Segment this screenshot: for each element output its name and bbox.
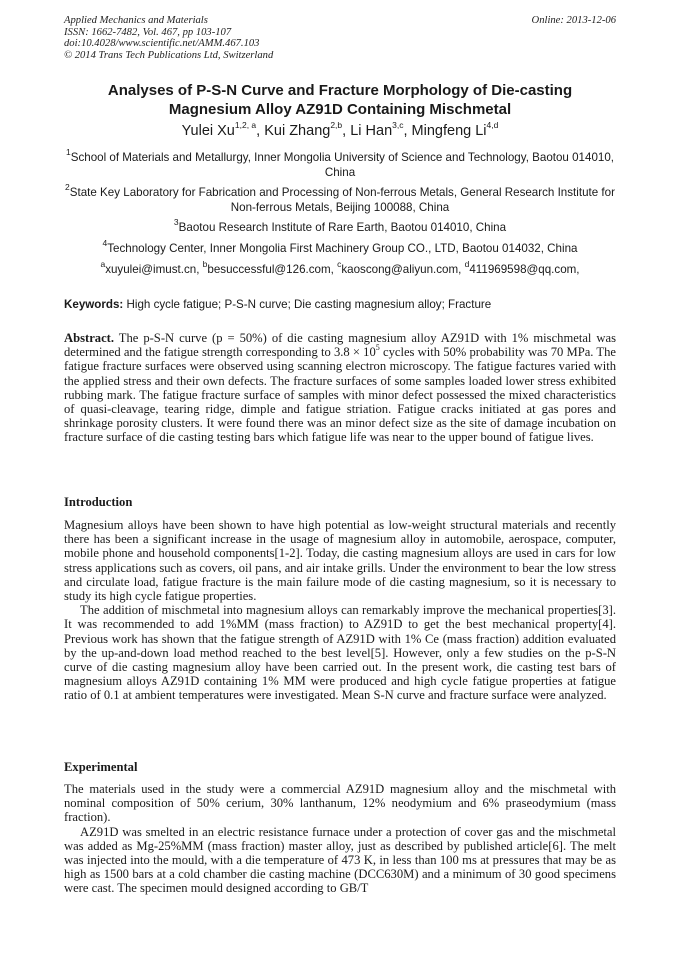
email-address: 411969598@qq.com,	[469, 263, 580, 276]
author	[181, 120, 265, 139]
title-line-2: Magnesium Alloy AZ91D Containing Mischmetal	[168, 100, 512, 118]
introduction-body	[64, 518, 616, 703]
email-mark: b	[202, 259, 208, 270]
author-separator: ,	[256, 123, 265, 139]
author	[350, 120, 412, 139]
affiliation-3	[64, 217, 616, 235]
author	[411, 120, 499, 139]
author-list	[64, 122, 616, 140]
email-list	[64, 259, 616, 277]
abstract-label: Abstract.	[64, 331, 115, 345]
email-mark: a	[100, 259, 106, 270]
author-affiliation-mark: 2,b	[330, 120, 343, 131]
author-affiliation-mark: 1,2, a	[234, 120, 257, 131]
author-separator: ,	[342, 123, 351, 139]
affiliation-text: Technology Center, Inner Mongolia First Machinery Group CO., LTD, Baotou 014032, China	[107, 242, 578, 255]
title-line-1: Analyses of P-S-N Curve and Fracture Morphology of Die-casting	[107, 82, 573, 99]
affiliation-text: Baotou Research Institute of Rare Earth, Baotou 014010, China	[178, 221, 507, 234]
introduction-paragraph: The addition of mischmetal into magnesium alloys can remarkably improve the mechanical properties[3]. It was recommended to add 1%MM (mass fraction) to AZ91D to get the best mechanical property[4]. Previous work has shown that the fatigue strength of AZ91D with 1% Ce (mass fraction) addition evaluated by the up-and-down load method reached to the best level[5]. However, only a few studies on the p-S-N curve of die casting magnesium alloy have been carried out. In the present work, die casting test bars of magnesium alloys AZ91D containing 1% MM were produced and high cycle fatigue properties at fatigue ratio of 0.1 at ambient temperatures were investigated. Mean S-N curve and fracture surface were analyzed.	[64, 603, 616, 703]
author-separator: ,	[403, 123, 412, 139]
journal-header	[64, 15, 616, 61]
introduction-paragraph: Magnesium alloys have been shown to have high potential as low-weight structural materials and recently there has been a significant increase in the usage of magnesium alloy in automobile, aerospace, computer, mobile phone and household components[1-2]. Today, die casting magnesium alloys are used in cars for low stress applications such as covers, oil pans, and air intake grills. Under the environment to bear the low stress and circulate load, fatigue fracture is the main failure mode of die casting magnesium, so it is necessary to study its high cycle fatigue properties.	[64, 518, 616, 604]
affiliation-text: State Key Laboratory for Fabrication and Processing of Non-ferrous Metals, General Research Institute for Non-ferrous Metals, Beijing 100088, China	[69, 186, 615, 215]
abstract-text-start: The p-S-N curve (p = 50%) of die casting magnesium alloy AZ91D with 1% mischmetal was determined and the fatigue strength corresponding to 3.8 × 10	[64, 331, 616, 360]
email-address: xuyulei@imust.cn,	[105, 263, 203, 276]
email-address: kaoscong@aliyun.com,	[341, 263, 465, 276]
author-name: Yulei Xu	[181, 123, 235, 139]
affiliation-1	[64, 147, 616, 181]
affiliation-text: School of Materials and Metallurgy, Inner Mongolia University of Science and Technology, Baotou 014010, China	[70, 151, 615, 180]
author-name: Li Han	[350, 123, 393, 139]
issn-line: ISSN: 1662-7482, Vol. 467, pp 103-107	[64, 26, 232, 38]
introduction-heading: Introduction	[64, 495, 133, 509]
affiliation-2	[64, 182, 616, 216]
email-mark: c	[337, 259, 342, 270]
doi-line: doi:10.4028/www.scientific.net/AMM.467.103	[64, 38, 260, 50]
experimental-body	[64, 782, 616, 896]
copyright-line: © 2014 Trans Tech Publications Ltd, Switzerland	[64, 49, 274, 61]
author-affiliation-mark: 4,d	[486, 120, 499, 131]
affiliation-4	[64, 238, 616, 256]
affiliation-number: 3	[173, 217, 179, 228]
keywords-text: High cycle fatigue; P-S-N curve; Die casting magnesium alloy; Fracture	[123, 298, 492, 311]
affiliation-number: 2	[65, 182, 70, 193]
journal-name: Applied Mechanics and Materials	[64, 15, 208, 26]
author-affiliation-mark: 3,c	[392, 120, 404, 131]
keywords-label: Keywords:	[64, 298, 124, 311]
paper-title	[64, 82, 616, 119]
keywords	[64, 297, 616, 312]
experimental-heading: Experimental	[64, 760, 138, 774]
abstract-text-end: cycles with 50% probability was 70 MPa. The fatigue fracture surfaces were observed using scanning electron microscopy. The fatigue factures varied with the applied stress and their own defects. The fracture surfaces of some samples loaded lower stress exhibited rubbing mark. The fatigue fracture surface of samples with minor defect possessed the mixed characteristics of quasi-cleavage, tearing ridge, dimple and fatigue striation. Fatigue cracks initiated at gas pores and shrinkage porosity clusters. It were found there was an minor defect size as the site of damage incubation on fracture surface of die casting testing bars which fatigue life was near to the upper bound of fatigue lives.	[64, 345, 616, 445]
author	[264, 120, 351, 139]
abstract-exponent: 5	[375, 343, 380, 353]
email-mark: d	[464, 259, 470, 270]
affiliation-number: 1	[65, 147, 71, 158]
affiliation-number: 4	[102, 238, 108, 249]
author-name: Mingfeng Li	[411, 123, 487, 139]
email-address: besuccessful@126.com,	[207, 263, 338, 276]
online-date: Online: 2013-12-06	[531, 15, 616, 26]
abstract	[64, 331, 616, 445]
author-name: Kui Zhang	[264, 123, 331, 139]
experimental-paragraph: The materials used in the study were a commercial AZ91D magnesium alloy and the mischmetal with nominal composition of 50% cerium, 30% lanthanum, 12% neodymium and 6% praseodymium (mass fraction).	[64, 782, 616, 825]
experimental-paragraph: AZ91D was smelted in an electric resistance furnace under a protection of cover gas and the mischmetal was added as Mg-25%MM (mass fraction) master alloy, just as described by published article[6]. The melt was injected into the mould, with a die temperature of 473 K, in less than 100 ms at pressures that may be as high as 1500 bars at a cold chamber die casting machine (DCC630M) and a minimum of 30 good specimens were cast. The specimen mould designed according to GB/T	[64, 824, 616, 896]
